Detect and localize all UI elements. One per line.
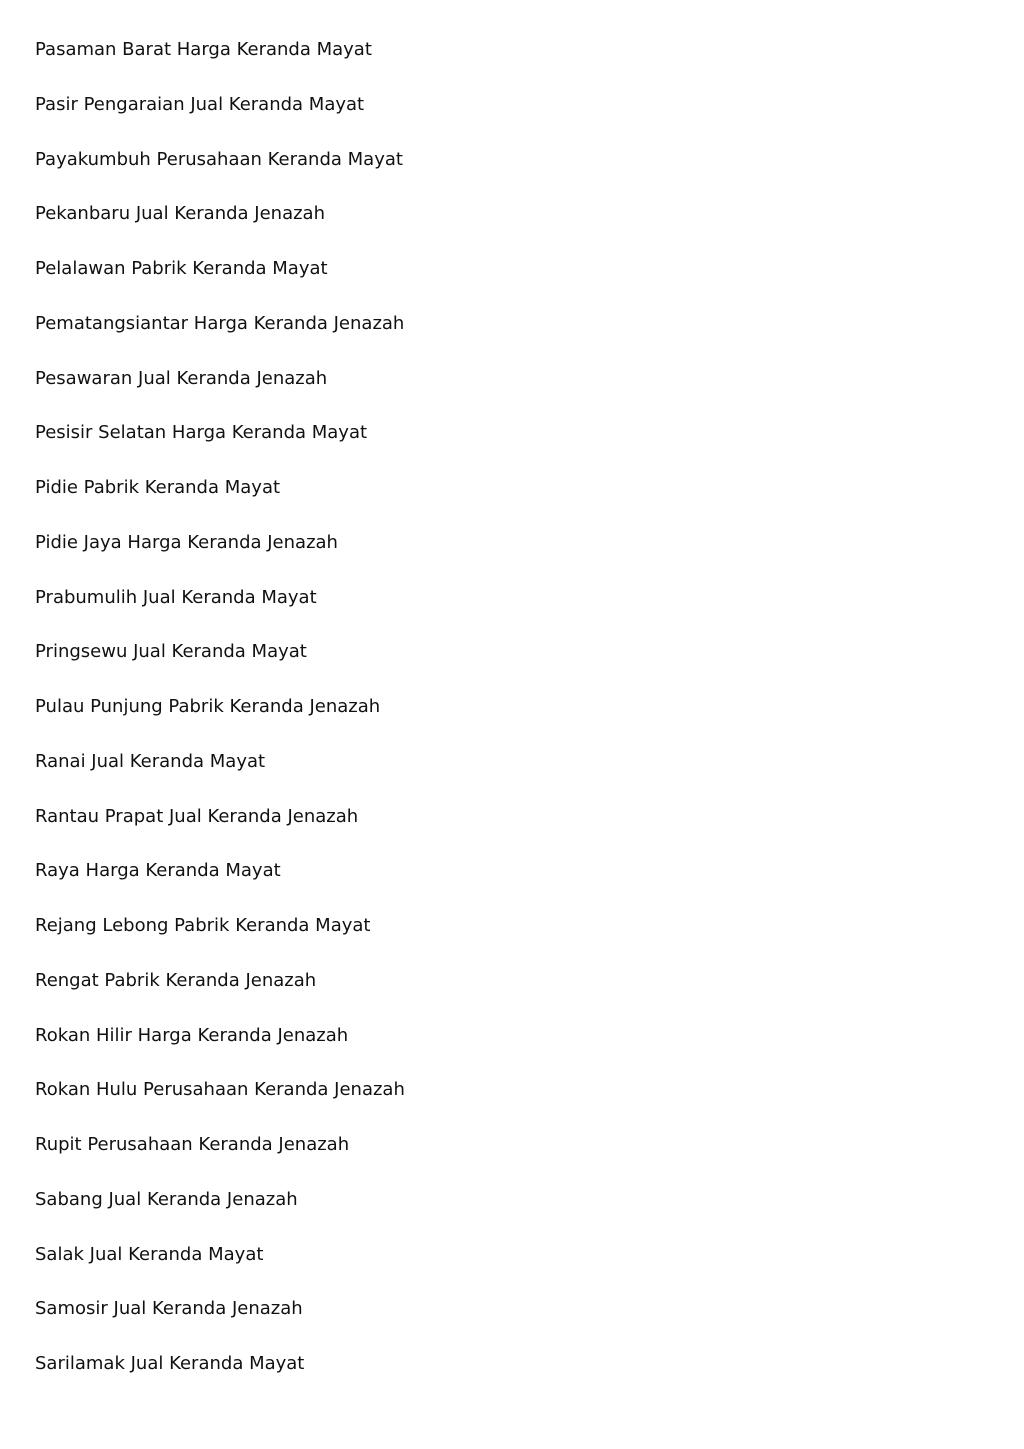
list-item: Rupit Perusahaan Keranda Jenazah (35, 1134, 350, 1155)
list-item: Pringsewu Jual Keranda Mayat (35, 641, 307, 663)
list-item: Sabang Jual Keranda Jenazah (35, 1188, 298, 1210)
list-item: Pesisir Selatan Harga Keranda Mayat (35, 422, 368, 444)
list-item: Pulau Punjung Pabrik Keranda Jenazah (35, 696, 381, 717)
list-item: Salak Jual Keranda Mayat (35, 1243, 264, 1265)
list-item: Samosir Jual Keranda Jenazah (35, 1298, 303, 1320)
list-item: Pekanbaru Jual Keranda Jenazah (35, 203, 325, 225)
list-item: Ranai Jual Keranda Mayat (35, 750, 266, 772)
list-item: Rokan Hulu Perusahaan Keranda Jenazah (35, 1079, 405, 1101)
list-item: Rengat Pabrik Keranda Jenazah (35, 969, 317, 991)
list-item: Pidie Jaya Harga Keranda Jenazah (35, 531, 338, 553)
list-item: Sarilamak Jual Keranda Mayat (35, 1353, 305, 1374)
list-item: Pelalawan Pabrik Keranda Mayat (35, 258, 328, 279)
list-item: Raya Harga Keranda Mayat (35, 860, 281, 882)
list-item: Pematangsiantar Harga Keranda Jenazah (35, 312, 405, 334)
list-item: Rokan Hilir Harga Keranda Jenazah (35, 1024, 349, 1046)
list-item: Prabumulih Jual Keranda Mayat (35, 586, 317, 608)
list-item: Pesawaran Jual Keranda Jenazah (35, 367, 328, 389)
list-item: Payakumbuh Perusahaan Keranda Mayat (35, 148, 403, 170)
list-item: Rejang Lebong Pabrik Keranda Mayat (35, 915, 371, 936)
list-item: Pasir Pengaraian Jual Keranda Mayat (35, 93, 365, 115)
list-item: Pidie Pabrik Keranda Mayat (35, 477, 281, 498)
list-item: Rantau Prapat Jual Keranda Jenazah (35, 805, 359, 827)
list-item: Pasaman Barat Harga Keranda Mayat (35, 39, 372, 60)
location-list (35, 36, 405, 1405)
